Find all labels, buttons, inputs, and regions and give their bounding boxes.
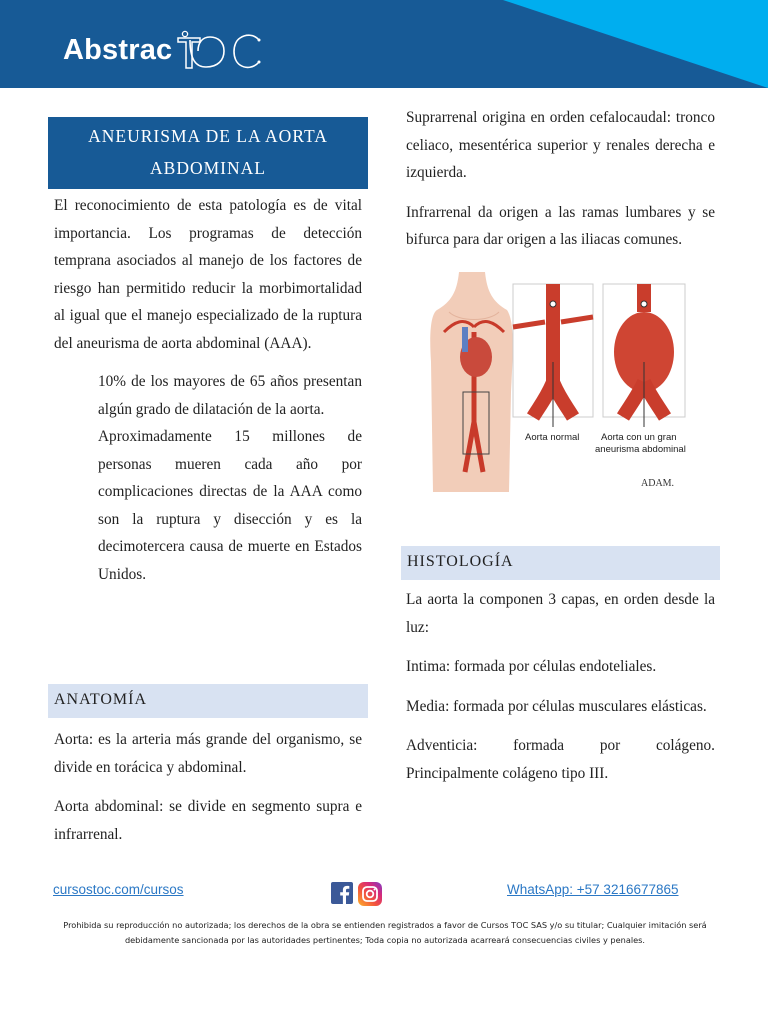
histologia-section xyxy=(401,546,720,787)
adam-credit: ADAM. xyxy=(641,478,675,489)
list-item: Aproximadamente 15 millones de personas mueren cada año por complicaciones directas de la AAA como son la ruptura y disección y es la decimotercera causa de muerte en Estados Unidos. xyxy=(98,428,362,583)
anatomia-section xyxy=(48,684,368,848)
legal-notice xyxy=(55,918,715,948)
legal-line: debidamente sancionada por las autoridades pertinentes; Toda copia no autorizada acarreará consecuencias civiles y penales. xyxy=(124,935,646,945)
legal-line: Prohibida su reproducción no autorizada; los derechos de la obra se entienden registrados a favor de Cursos TOC SAS y/o su titular; Cualquier imitación será xyxy=(63,920,707,930)
instagram-icon[interactable] xyxy=(358,882,382,906)
histologia-heading: HISTOLOGÍA xyxy=(401,546,720,580)
svg-text:Aorta con un gran: Aorta con un gran xyxy=(601,432,677,443)
facebook-icon[interactable] xyxy=(331,882,353,904)
histologia-paragraph: Intima: formada por células endoteliales. xyxy=(406,658,657,675)
infrarrenal-paragraph: Infrarrenal da origen a las ramas lumbares y se bifurca para dar origen a las iliacas comunes. xyxy=(406,203,715,248)
whatsapp-link[interactable]: WhatsApp: +57 3216677865 xyxy=(507,882,679,897)
aorta-anatomy-image xyxy=(429,272,699,492)
logo[interactable] xyxy=(63,30,262,70)
svg-text:aneurisma abdominal: aneurisma abdominal xyxy=(595,444,686,455)
anatomia-paragraph: Aorta: es la arteria más grande del organismo, se divide en torácica y abdominal. xyxy=(54,731,362,776)
anatomia-paragraph: Aorta abdominal: se divide en segmento supra e infrarrenal. xyxy=(54,798,362,843)
list-item: 10% de los mayores de 65 años presentan algún grado de dilatación de la aorta. xyxy=(98,373,362,418)
histologia-paragraph: Adventicia: formada por colágeno. Principalmente colágeno tipo III. xyxy=(406,737,715,782)
page-title: ANEURISMA DE LA AORTA ABDOMINAL xyxy=(48,117,368,189)
aorta-illustration xyxy=(429,272,699,492)
logo-text: Abstrac xyxy=(63,33,173,66)
suprarrenal-paragraph: Suprarrenal origina en orden cefalocaudal: tronco celiaco, mesentérica superior y renales derecha e izquierda. xyxy=(406,109,715,181)
intro-paragraph: El reconocimiento de esta patología es de vital importancia. Los programas de detección temprana asociados al manejo de los factores de riesgo han permitido reducir la morbimortalidad al igual que el manejo especializado de la ruptura del aneurisma de aorta abdominal (AAA). xyxy=(54,197,362,352)
stats-list xyxy=(48,368,368,588)
histologia-paragraph: Media: formada por células musculares elásticas. xyxy=(406,697,707,715)
social-links xyxy=(331,882,382,906)
header-banner xyxy=(0,0,768,88)
left-column xyxy=(48,117,368,588)
right-column xyxy=(401,104,720,254)
anatomia-heading: ANATOMÍA xyxy=(48,684,368,718)
histologia-paragraph: La aorta la componen 3 capas, en orden desde la luz: xyxy=(406,591,715,636)
website-link[interactable]: cursostoc.com/cursos xyxy=(53,882,184,897)
stethoscope-toc-logo-icon xyxy=(176,30,262,70)
svg-text:Aorta normal: Aorta normal xyxy=(525,432,580,443)
